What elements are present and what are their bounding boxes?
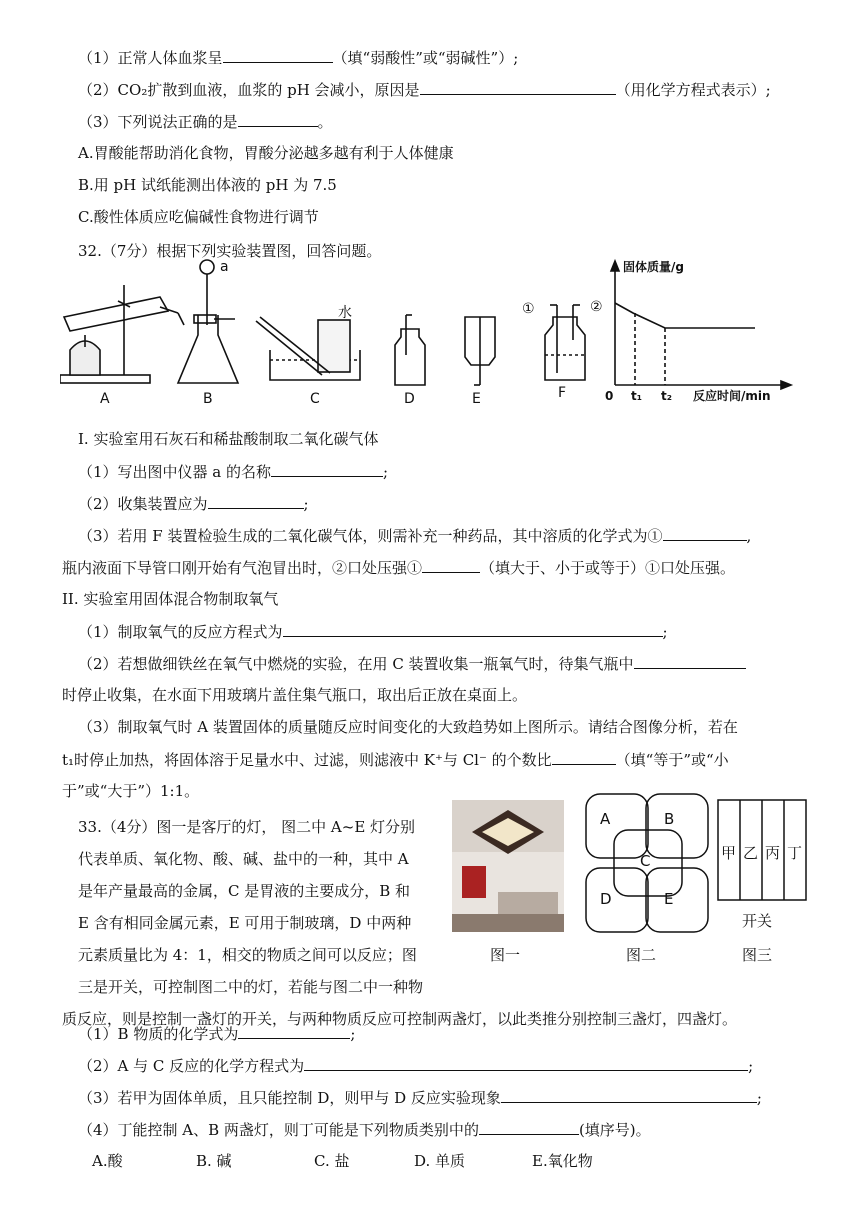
apparatus-label-d: D [404,391,415,405]
switch-bing: 丙 [765,844,781,862]
port-2: ② [590,299,603,315]
q32-s1-q3b: 瓶内液面下导管口刚开始有气泡冒出时，②口处压强① （填大于、小于或等于）①口处压强。 [62,556,735,579]
q33-option-b: B. 碱 [196,1152,232,1170]
figure-2-caption: 图二 [626,946,657,964]
figure-1-lamp-photo [452,800,564,932]
graph-t1: t₁ [631,389,642,403]
lamp-a: A [600,810,611,828]
q32-section-2: II. 实验室用固体混合物制取氧气 [62,590,279,608]
q31-option-a: A.胃酸能帮助消化食物，胃酸分泌越多越有利于人体健康 [78,144,454,162]
lamp-d: D [600,890,612,908]
answer-blank[interactable] [304,1054,748,1071]
q32-section-1: I. 实验室用石灰石和稀盐酸制取二氧化碳气体 [78,430,379,448]
apparatus-label-f: F [558,385,567,401]
q32-s2-q3b: t₁时停止加热，将固体溶于足量水中、过滤，则滤液中 K⁺与 Cl⁻ 的个数比 （填“等于”或“小 [62,748,729,771]
q31-part3: （3）下列说法正确的是 。 [78,110,333,133]
q31-option-c: C.酸性体质应吃偏碱性食物进行调节 [78,208,319,226]
figure-2-lamps [580,790,716,936]
q32-header: 32.（7分）根据下列实验装置图，回答问题。 [78,242,382,260]
port-1: ① [522,301,535,317]
q32-s2-q1: （1）制取氧气的反应方程式为 ; [78,620,668,643]
q31-option-b: B.用 pH 试纸能测出体液的 pH 为 7.5 [78,176,337,194]
q33-option-c: C. 盐 [314,1152,350,1170]
figure-3-switch [716,798,812,908]
lamp-b: B [664,810,675,828]
q33-line-2: 代表单质、氧化物、酸、碱、盐中的一种，其中 A [78,850,409,868]
answer-blank[interactable] [420,78,616,95]
answer-blank[interactable] [238,1022,350,1039]
apparatus-figure [60,255,660,405]
lamp-e: E [664,890,674,908]
apparatus-e [465,317,495,385]
q32-s2-q3: （3）制取氧气时 A 装置固体的质量随反应时间变化的大致趋势如上图所示。请结合图像分析，若在 [78,718,738,736]
q32-s1-q1: （1）写出图中仪器 a 的名称 ; [78,460,388,483]
q33-q4: （4）丁能控制 A、B 两盏灯，则丁可能是下列物质类别中的 (填序号)。 [78,1118,651,1141]
q33-line-3: 是年产量最高的金属，C 是胃液的主要成分，B 和 [78,882,411,900]
apparatus-c [256,317,360,380]
q33-line-6: 三是开关，可控制图二中的灯，若能与图二中一种物 [78,978,424,996]
apparatus-label-c: C [310,391,320,405]
q33-line-7: 质反应，则是控制一盏灯的开关，与两种物质反应可控制两盏灯，以此类推分别控制三盏灯，四盏灯。 [62,1010,738,1028]
answer-blank[interactable] [238,110,318,127]
q32-s1-q3: （3）若用 F 装置检验生成的二氧化碳气体，则需补充一种药品，其中溶质的化学式为① , [78,524,751,547]
q33-option-d: D. 单质 [414,1152,466,1170]
apparatus-label-e: E [472,391,481,405]
answer-blank[interactable] [552,748,616,765]
q33-q3: （3）若甲为固体单质，且只能控制 D，则甲与 D 反应实验现象 ; [78,1086,762,1109]
q33-option-a: A.酸 [92,1152,123,1170]
answer-blank[interactable] [223,46,333,63]
figure-3-caption: 图三 [742,946,773,964]
apparatus-b [178,260,238,383]
q32-s2-q2: （2）若想做细铁丝在氧气中燃烧的实验，在用 C 装置收集一瓶氧气时，待集气瓶中 [78,652,746,675]
q32-s1-q2: （2）收集装置应为 ; [78,492,309,515]
answer-blank[interactable] [271,460,383,477]
q33-line-5: 元素质量比为 4：1，相交的物质之间可以反应；图 [78,946,417,964]
label-a: a [220,259,229,275]
q33-q2: （2）A 与 C 反应的化学方程式为 ; [78,1054,753,1077]
graph-t2: t₂ [661,389,672,403]
label-water: 水 [338,305,352,321]
answer-blank[interactable] [501,1086,757,1103]
answer-blank[interactable] [283,620,663,637]
switch-jia: 甲 [721,844,737,862]
q32-s2-q3c: 于”或“大于”）1:1。 [62,782,200,800]
answer-blank[interactable] [663,524,747,541]
lamp-c: C [640,852,651,870]
apparatus-d [395,315,425,385]
answer-blank[interactable] [634,652,746,669]
graph-y-label: 固体质量/g [623,260,684,274]
apparatus-a [60,285,184,383]
q31-part2: （2）CO₂扩散到血液，血浆的 pH 会减小，原因是 （用化学方程式表示）; [78,78,771,101]
apparatus-label-b: B [203,391,213,405]
graph-origin: 0 [605,389,614,403]
graph-x-label: 反应时间/min [693,389,771,403]
figure-1-caption: 图一 [490,946,521,964]
mass-time-graph [605,255,805,405]
q33-line-1: 33.（4分）图一是客厅的灯， 图二中 A~E 灯分别 [78,818,416,836]
q33-q1: （1）B 物质的化学式为 ; [78,1022,355,1045]
apparatus-f [545,305,585,380]
switch-ding: 丁 [787,844,803,862]
apparatus-label-a: A [100,391,110,405]
switch-label: 开关 [742,912,773,930]
q33-option-e: E.氧化物 [532,1152,593,1170]
switch-yi: 乙 [743,844,759,862]
q32-s2-q2b: 时停止收集，在水面下用玻璃片盖住集气瓶口，取出后正放在桌面上。 [62,686,528,704]
q33-line-4: E 含有相同金属元素，E 可用于制玻璃，D 中两种 [78,914,412,932]
answer-blank[interactable] [422,556,480,573]
answer-blank[interactable] [208,492,304,509]
answer-blank[interactable] [479,1118,579,1135]
q31-part1: （1）正常人体血浆呈 （填“弱酸性”或“弱碱性”）; [78,46,518,69]
